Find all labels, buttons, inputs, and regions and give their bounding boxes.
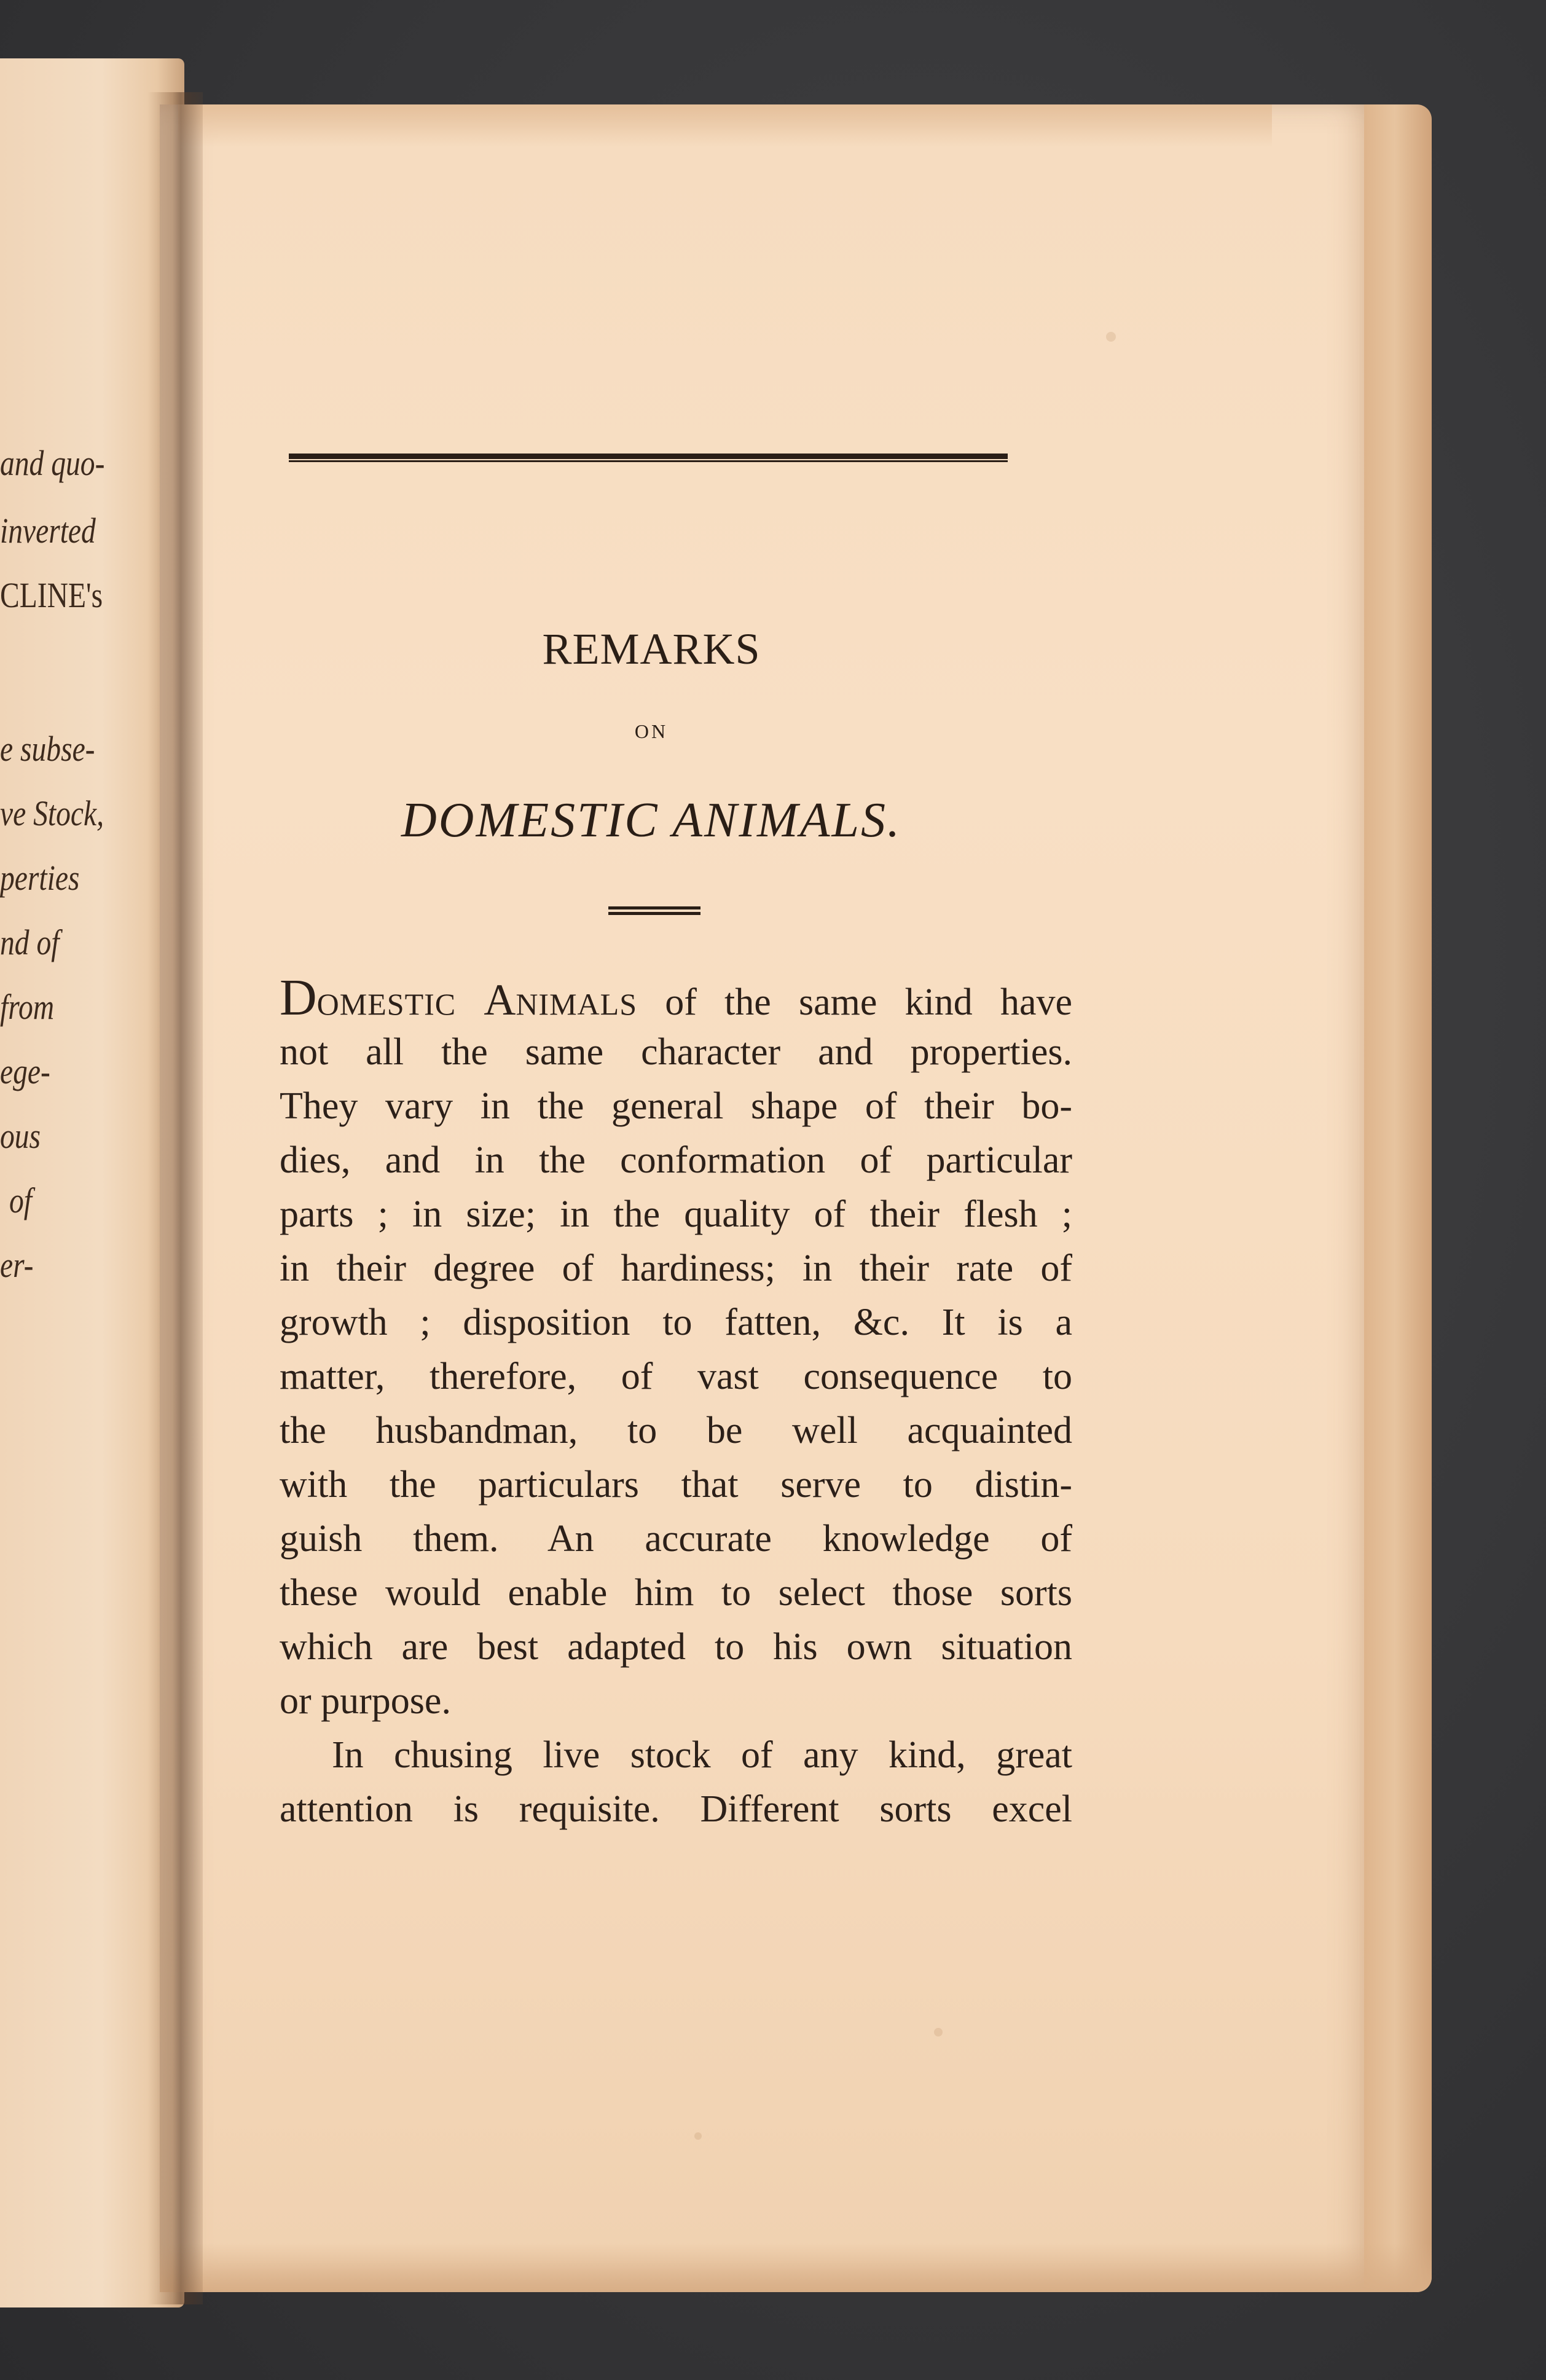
section-subtitle: DOMESTIC ANIMALS. [401, 793, 901, 847]
body-line: They vary in the general shape of their bo- [280, 1085, 1072, 1127]
body-line: dies, and in the conformation of particular [280, 1139, 1072, 1181]
left-page-line: of [9, 1180, 33, 1220]
paragraph-2-line: In chusing live stock of any kind, great [332, 1734, 1072, 1776]
left-page-line: ous [0, 1116, 41, 1156]
body-text [280, 971, 1072, 1836]
body-line: these would enable him to select those sorts [280, 1572, 1072, 1614]
page-top-edge [178, 104, 1272, 147]
left-page-line: ege- [0, 1051, 50, 1091]
body-line: the husbandman, to be well acquainted [280, 1410, 1072, 1451]
body-line-1 [280, 971, 1072, 1025]
paper-stain [1106, 332, 1116, 342]
paragraph-2-line: attention is requisite. Different sorts excel [280, 1788, 1072, 1830]
left-page-line: nd of [0, 922, 60, 962]
small-caps-text: OMESTIC [316, 987, 457, 1021]
left-page-line: inverted [0, 511, 96, 551]
body-line: which are best adapted to his own situation [280, 1626, 1072, 1668]
left-page-line: from [0, 987, 55, 1027]
body-line: with the particulars that serve to distin- [280, 1464, 1072, 1506]
body-line: or purpose. [280, 1680, 451, 1722]
page-bottom-edge [160, 2243, 1432, 2292]
body-line: guish them. An accurate knowledge of [280, 1518, 1072, 1560]
left-page-line: perties [0, 858, 80, 898]
drop-cap: D [280, 969, 317, 1026]
section-title: REMARKS [542, 624, 761, 674]
body-line: not all the same character and properties. [280, 1031, 1072, 1073]
small-caps-text: NIMALS [516, 987, 638, 1021]
paper-stain [694, 2132, 702, 2140]
left-page-line: er- [0, 1245, 34, 1285]
body-line: in their degree of hardiness; in their rate of [280, 1247, 1072, 1289]
body-line-text: of the same kind have [665, 981, 1072, 1023]
small-caps-initial: A [484, 975, 516, 1024]
section-divider [608, 906, 700, 915]
left-page-line: ve Stock, [0, 793, 104, 833]
body-line: matter, therefore, of vast consequence to [280, 1356, 1072, 1397]
left-page-line: e subse- [0, 729, 95, 769]
header-rule [289, 454, 1008, 462]
paper-stain [934, 2028, 943, 2036]
body-line: growth ; disposition to fatten, &c. It is a [280, 1302, 1072, 1343]
left-page-line: and quo- [0, 443, 105, 483]
section-connector: ON [634, 720, 669, 742]
left-page-line: CLINE's [0, 575, 103, 615]
book-gutter [147, 92, 203, 2304]
body-line: parts ; in size; in the quality of their flesh ; [280, 1193, 1072, 1235]
